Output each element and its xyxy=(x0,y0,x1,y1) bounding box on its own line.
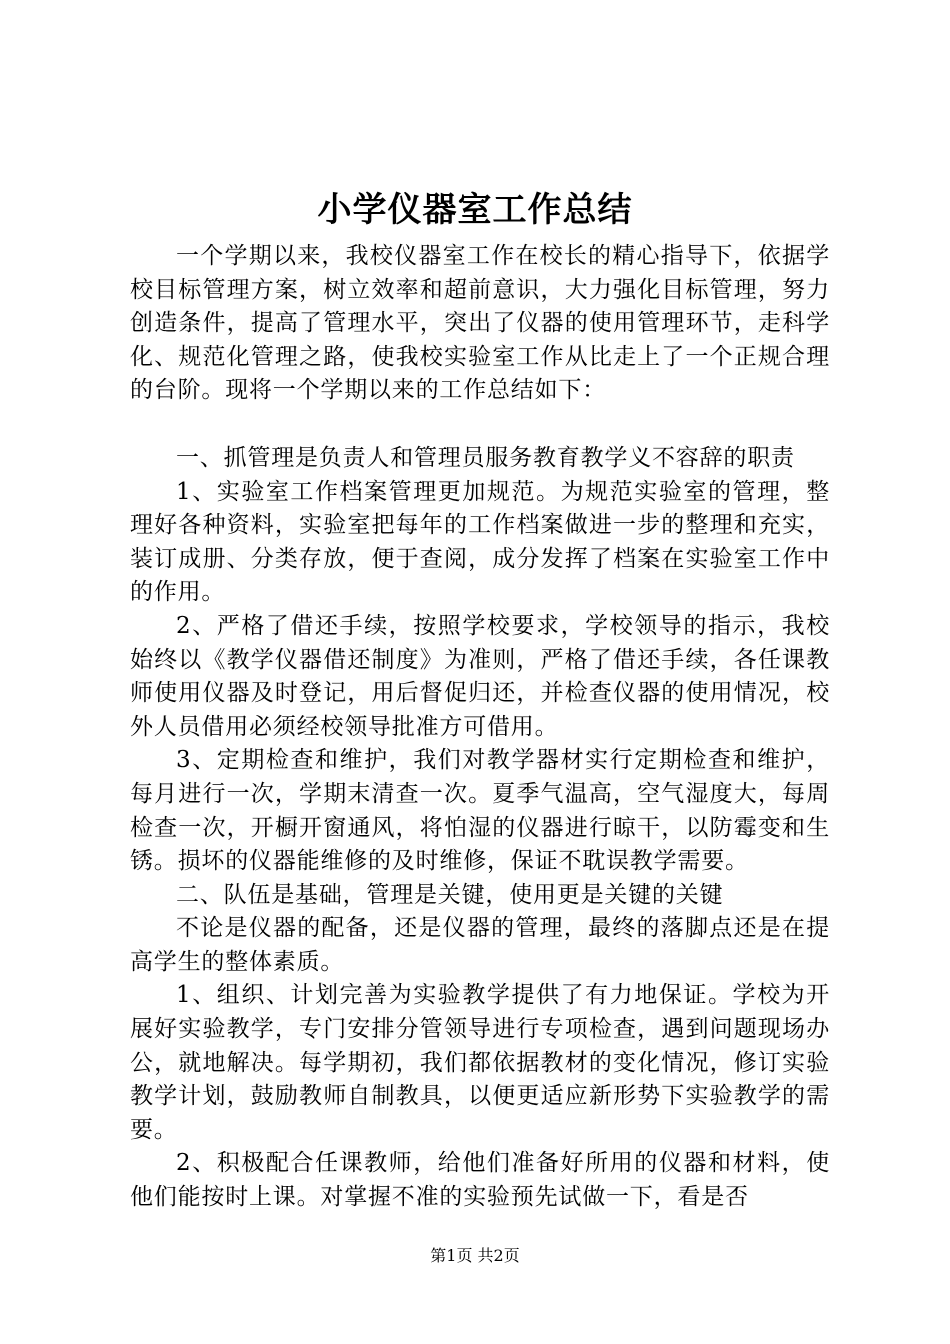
section-heading-1: 一、抓管理是负责人和管理员服务教育教学义不容辞的职责 xyxy=(176,444,795,471)
paragraph-1-1: 1、实验室工作档案管理更加规范。为规范实验室的管理，整理好各种资料，实验室把每年的工作档案做进一步的整理和充实，装订成册、分类存放，便于查阅，成分发挥了档案在实验室工作中的作用。 xyxy=(130,478,830,606)
document-body xyxy=(130,240,830,1215)
paragraph-2-1: 1、组织、计划完善为实验教学提供了有力地保证。学校为开展好实验教学，专门安排分管领导进行专项检查，遇到问题现场办公，就地解决。每学期初，我们都依据教材的变化情况，修订实验教学计划，鼓励教师自制教具，以便更适应新形势下实验教学的需要。 xyxy=(130,982,830,1143)
page-footer: 第1页 共2页 xyxy=(430,1246,520,1265)
section-heading-2: 二、队伍是基础，管理是关键，使用更是关键的关键 xyxy=(176,881,724,908)
document-title: 小学仪器室工作总结 xyxy=(317,190,633,230)
paragraph-2-intro: 不论是仪器的配备，还是仪器的管理，最终的落脚点还是在提高学生的整体素质。 xyxy=(130,915,830,975)
paragraph-1-2: 2、严格了借还手续，按照学校要求，学校领导的指示，我校始终以《教学仪器借还制度》为准则，严格了借还手续，各任课教师使用仪器及时登记，用后督促归还，并检查仪器的使用情况，校外人员借用必须经校领导批准方可借用。 xyxy=(130,612,830,740)
intro-paragraph: 一个学期以来，我校仪器室工作在校长的精心指导下，依据学校目标管理方案，树立效率和超前意识，大力强化目标管理，努力创造条件，提高了管理水平，突出了仪器的使用管理环节，走科学化、规范化管理之路，使我校实验室工作从比走上了一个正规合理的台阶。现将一个学期以来的工作总结如下： xyxy=(130,243,830,404)
paragraph-1-3: 3、定期检查和维护，我们对教学器材实行定期检查和维护，每月进行一次，学期末清查一次。夏季气温高，空气湿度大，每周检查一次，开橱开窗通风，将怕湿的仪器进行晾干，以防霉变和生锈。损坏的仪器能维修的及时维修，保证不耽误教学需要。 xyxy=(130,747,830,875)
paragraph-2-2: 2、积极配合任课教师，给他们准备好所用的仪器和材料，使他们能按时上课。对掌握不准的实验预先试做一下，看是否 xyxy=(130,1150,830,1211)
